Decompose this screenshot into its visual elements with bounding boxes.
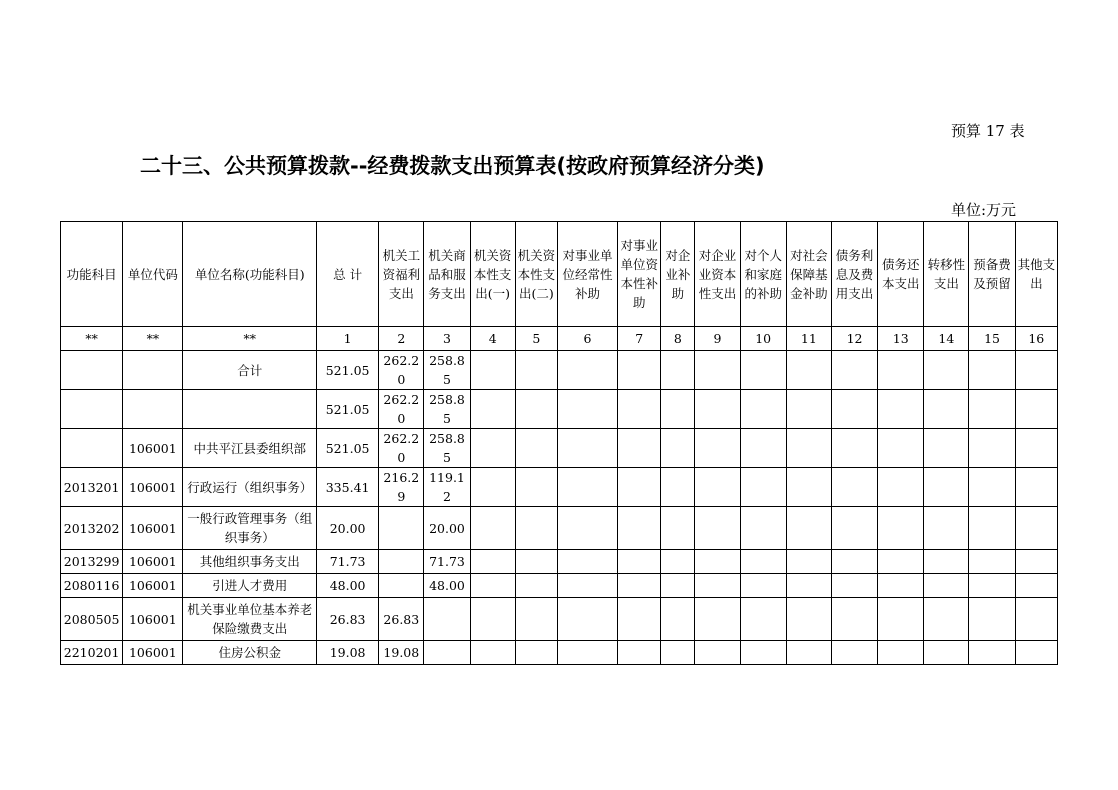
empty-cell (1015, 598, 1057, 641)
empty-cell (831, 468, 877, 507)
empty-cell (740, 351, 786, 390)
unit-name-cell: 其他组织事务支出 (183, 550, 317, 574)
column-header: 对企业补助 (661, 222, 695, 327)
unit-code-cell: 106001 (123, 550, 183, 574)
empty-cell (661, 429, 695, 468)
table-number-label: 预算 17 表 (951, 122, 1025, 140)
empty-cell (618, 574, 661, 598)
empty-cell (969, 390, 1015, 429)
empty-cell (618, 429, 661, 468)
empty-cell (515, 641, 557, 665)
empty-cell (969, 507, 1015, 550)
total-cell: 521.05 (317, 390, 379, 429)
empty-cell (924, 390, 969, 429)
goods-services-cell: 258.85 (424, 351, 470, 390)
empty-cell (786, 468, 831, 507)
empty-cell (969, 429, 1015, 468)
index-cell: 7 (618, 327, 661, 351)
empty-cell (831, 550, 877, 574)
index-cell: 8 (661, 327, 695, 351)
empty-cell (470, 641, 515, 665)
empty-cell (695, 598, 740, 641)
empty-cell (831, 390, 877, 429)
column-header: 对事业单位资本性补助 (618, 222, 661, 327)
empty-cell (618, 390, 661, 429)
empty-cell (831, 429, 877, 468)
empty-cell (924, 429, 969, 468)
empty-cell (786, 550, 831, 574)
empty-cell (969, 468, 1015, 507)
column-header: 总 计 (317, 222, 379, 327)
empty-cell (470, 598, 515, 641)
function-code-cell: 2210201 (61, 641, 123, 665)
column-header: 机关资本性支出(一) (470, 222, 515, 327)
empty-cell (740, 390, 786, 429)
empty-cell (515, 468, 557, 507)
header-row (61, 222, 1058, 327)
column-header: 对企业业资本性支出 (695, 222, 740, 327)
wage-welfare-cell (379, 550, 424, 574)
empty-cell (515, 351, 557, 390)
empty-cell (515, 390, 557, 429)
column-header: 预备费及预留 (969, 222, 1015, 327)
goods-services-cell: 20.00 (424, 507, 470, 550)
unit-name-cell: 机关事业单位基本养老保险缴费支出 (183, 598, 317, 641)
empty-cell (470, 574, 515, 598)
empty-cell (924, 598, 969, 641)
unit-code-cell: 106001 (123, 429, 183, 468)
empty-cell (557, 507, 617, 550)
function-code-cell: 2080505 (61, 598, 123, 641)
empty-cell (831, 598, 877, 641)
unit-name-cell: 合计 (183, 351, 317, 390)
empty-cell (695, 550, 740, 574)
unit-name-cell: 一般行政管理事务（组织事务） (183, 507, 317, 550)
empty-cell (557, 574, 617, 598)
wage-welfare-cell: 19.08 (379, 641, 424, 665)
empty-cell (786, 641, 831, 665)
column-header: 其他支出 (1015, 222, 1057, 327)
empty-cell (618, 550, 661, 574)
empty-cell (786, 574, 831, 598)
total-cell: 48.00 (317, 574, 379, 598)
empty-cell (878, 429, 924, 468)
empty-cell (924, 641, 969, 665)
empty-cell (557, 641, 617, 665)
wage-welfare-cell (379, 507, 424, 550)
empty-cell (695, 641, 740, 665)
unit-code-cell: 106001 (123, 468, 183, 507)
empty-cell (924, 468, 969, 507)
empty-cell (1015, 550, 1057, 574)
goods-services-cell (424, 598, 470, 641)
empty-cell (878, 574, 924, 598)
column-header: 机关资本性支出(二) (515, 222, 557, 327)
empty-cell (557, 550, 617, 574)
function-code-cell: 2080116 (61, 574, 123, 598)
total-cell: 26.83 (317, 598, 379, 641)
empty-cell (878, 468, 924, 507)
empty-cell (515, 550, 557, 574)
empty-cell (515, 598, 557, 641)
empty-cell (786, 429, 831, 468)
index-cell: ** (123, 327, 183, 351)
empty-cell (969, 598, 1015, 641)
empty-cell (878, 598, 924, 641)
goods-services-cell: 71.73 (424, 550, 470, 574)
table-row (61, 390, 1058, 429)
empty-cell (661, 468, 695, 507)
wage-welfare-cell: 262.20 (379, 429, 424, 468)
unit-code-cell: 106001 (123, 598, 183, 641)
empty-cell (740, 550, 786, 574)
empty-cell (661, 550, 695, 574)
goods-services-cell: 119.12 (424, 468, 470, 507)
unit-code-cell: 106001 (123, 574, 183, 598)
empty-cell (1015, 574, 1057, 598)
wage-welfare-cell (379, 574, 424, 598)
total-cell: 521.05 (317, 351, 379, 390)
index-cell: ** (61, 327, 123, 351)
empty-cell (969, 550, 1015, 574)
wage-welfare-cell: 262.20 (379, 351, 424, 390)
unit-code-cell: 106001 (123, 641, 183, 665)
column-header: 功能科目 (61, 222, 123, 327)
empty-cell (1015, 641, 1057, 665)
function-code-cell: 2013202 (61, 507, 123, 550)
wage-welfare-cell: 262.20 (379, 390, 424, 429)
empty-cell (1015, 351, 1057, 390)
column-header: 转移性支出 (924, 222, 969, 327)
empty-cell (618, 641, 661, 665)
index-cell: 9 (695, 327, 740, 351)
page-title: 二十三、公共预算拨款--经费拨款支出预算表(按政府预算经济分类) (140, 154, 765, 178)
empty-cell (661, 390, 695, 429)
empty-cell (1015, 468, 1057, 507)
empty-cell (470, 390, 515, 429)
wage-welfare-cell: 26.83 (379, 598, 424, 641)
empty-cell (740, 598, 786, 641)
empty-cell (695, 351, 740, 390)
empty-cell (878, 351, 924, 390)
column-header: 机关商品和服务支出 (424, 222, 470, 327)
empty-cell (695, 507, 740, 550)
table-row (61, 507, 1058, 550)
empty-cell (618, 507, 661, 550)
column-header: 对事业单位经常性补助 (557, 222, 617, 327)
empty-cell (740, 574, 786, 598)
empty-cell (557, 429, 617, 468)
index-cell: ** (183, 327, 317, 351)
empty-cell (557, 468, 617, 507)
empty-cell (1015, 507, 1057, 550)
empty-cell (786, 390, 831, 429)
index-cell: 14 (924, 327, 969, 351)
empty-cell (470, 429, 515, 468)
unit-name-cell: 引进人才费用 (183, 574, 317, 598)
empty-cell (1015, 429, 1057, 468)
index-cell: 13 (878, 327, 924, 351)
empty-cell (618, 598, 661, 641)
index-row (61, 327, 1058, 351)
empty-cell (969, 351, 1015, 390)
empty-cell (557, 598, 617, 641)
goods-services-cell: 258.85 (424, 429, 470, 468)
empty-cell (618, 351, 661, 390)
empty-cell (515, 507, 557, 550)
empty-cell (470, 550, 515, 574)
index-cell: 4 (470, 327, 515, 351)
empty-cell (470, 468, 515, 507)
index-cell: 5 (515, 327, 557, 351)
total-cell: 20.00 (317, 507, 379, 550)
column-header: 单位名称(功能科目) (183, 222, 317, 327)
unit-code-cell (123, 390, 183, 429)
empty-cell (695, 574, 740, 598)
unit-name-cell: 中共平江县委组织部 (183, 429, 317, 468)
index-cell: 6 (557, 327, 617, 351)
empty-cell (740, 641, 786, 665)
table-row (61, 550, 1058, 574)
empty-cell (618, 468, 661, 507)
empty-cell (661, 641, 695, 665)
column-header: 机关工资福利支出 (379, 222, 424, 327)
empty-cell (924, 550, 969, 574)
empty-cell (515, 429, 557, 468)
table-row (61, 429, 1058, 468)
column-header: 债务还本支出 (878, 222, 924, 327)
empty-cell (695, 468, 740, 507)
empty-cell (969, 641, 1015, 665)
empty-cell (470, 507, 515, 550)
empty-cell (695, 429, 740, 468)
index-cell: 15 (969, 327, 1015, 351)
index-cell: 16 (1015, 327, 1057, 351)
function-code-cell: 2013201 (61, 468, 123, 507)
empty-cell (557, 351, 617, 390)
empty-cell (695, 390, 740, 429)
column-header: 对社会保障基金补助 (786, 222, 831, 327)
table-row (61, 641, 1058, 665)
column-header: 对个人和家庭的补助 (740, 222, 786, 327)
empty-cell (661, 507, 695, 550)
total-cell: 335.41 (317, 468, 379, 507)
column-header: 债务利息及费用支出 (831, 222, 877, 327)
empty-cell (661, 351, 695, 390)
table-row (61, 598, 1058, 641)
total-cell: 71.73 (317, 550, 379, 574)
empty-cell (740, 429, 786, 468)
empty-cell (740, 507, 786, 550)
unit-name-cell (183, 390, 317, 429)
wage-welfare-cell: 216.29 (379, 468, 424, 507)
empty-cell (831, 641, 877, 665)
empty-cell (878, 641, 924, 665)
column-header: 单位代码 (123, 222, 183, 327)
function-code-cell (61, 351, 123, 390)
empty-cell (470, 351, 515, 390)
unit-code-cell (123, 351, 183, 390)
empty-cell (878, 507, 924, 550)
empty-cell (661, 598, 695, 641)
function-code-cell (61, 429, 123, 468)
index-cell: 1 (317, 327, 379, 351)
unit-label: 单位:万元 (951, 201, 1017, 219)
goods-services-cell: 258.85 (424, 390, 470, 429)
empty-cell (1015, 390, 1057, 429)
empty-cell (831, 574, 877, 598)
unit-name-cell: 行政运行（组织事务） (183, 468, 317, 507)
empty-cell (661, 574, 695, 598)
function-code-cell: 2013299 (61, 550, 123, 574)
index-cell: 11 (786, 327, 831, 351)
unit-code-cell: 106001 (123, 507, 183, 550)
empty-cell (878, 390, 924, 429)
function-code-cell (61, 390, 123, 429)
table-row (61, 574, 1058, 598)
table-row (61, 351, 1058, 390)
index-cell: 2 (379, 327, 424, 351)
empty-cell (515, 574, 557, 598)
budget-table (60, 221, 1058, 665)
empty-cell (786, 507, 831, 550)
index-cell: 3 (424, 327, 470, 351)
empty-cell (924, 574, 969, 598)
empty-cell (878, 550, 924, 574)
table-row (61, 468, 1058, 507)
index-cell: 12 (831, 327, 877, 351)
empty-cell (924, 351, 969, 390)
total-cell: 521.05 (317, 429, 379, 468)
unit-name-cell: 住房公积金 (183, 641, 317, 665)
empty-cell (740, 468, 786, 507)
total-cell: 19.08 (317, 641, 379, 665)
empty-cell (969, 574, 1015, 598)
empty-cell (786, 598, 831, 641)
empty-cell (831, 507, 877, 550)
empty-cell (786, 351, 831, 390)
goods-services-cell (424, 641, 470, 665)
empty-cell (557, 390, 617, 429)
empty-cell (831, 351, 877, 390)
index-cell: 10 (740, 327, 786, 351)
empty-cell (924, 507, 969, 550)
goods-services-cell: 48.00 (424, 574, 470, 598)
